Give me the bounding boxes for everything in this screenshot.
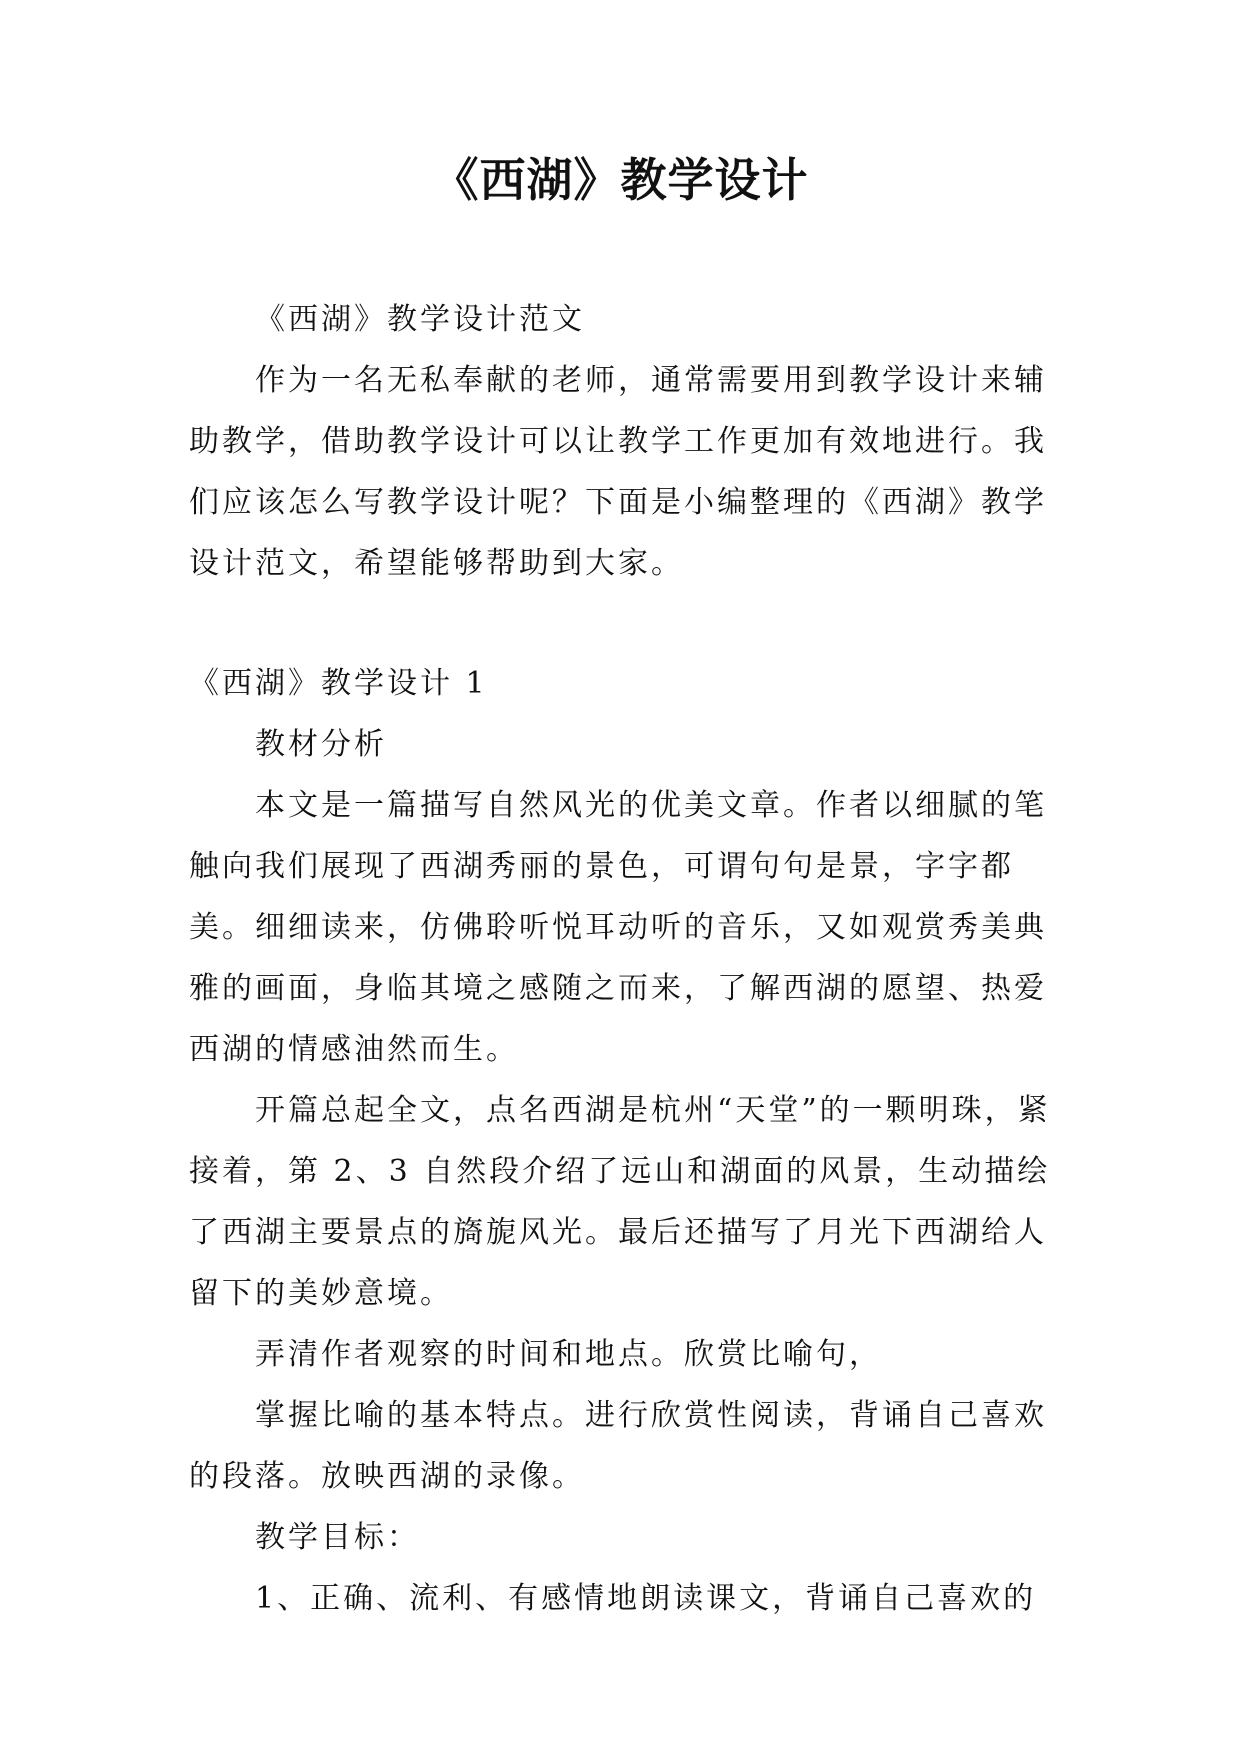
document-body <box>189 289 1051 1629</box>
section-gap <box>189 594 1051 653</box>
material-paragraph-4: 掌握比喻的基本特点。进行欣赏性阅读，背诵自己喜欢的段落。放映西湖的录像。 <box>189 1398 1047 1494</box>
intro-paragraph: 作为一名无私奉献的老师，通常需要用到教学设计来辅助教学，借助教学设计可以让教学工作更加有效地进行。我们应该怎么写教学设计呢？下面是小编整理的《西湖》教学设计范文，希望能够帮助到大家。 <box>189 363 1047 581</box>
document-title: 《西湖》教学设计 <box>432 153 809 207</box>
section-heading: 《西湖》教学设计 1 <box>189 666 488 701</box>
material-paragraph-1: 本文是一篇描写自然风光的优美文章。作者以细腻的笔触向我们展现了西湖秀丽的景色，可谓句句是景，字字都美。细细读来，仿佛聆听悦耳动听的音乐，又如观赏秀美典雅的画面，身临其境之感随之而来，了解西湖的愿望、热爱西湖的情感油然而生。 <box>189 788 1047 1067</box>
material-analysis-label: 教材分析 <box>255 727 387 762</box>
material-paragraph-3: 弄清作者观察的时间和地点。欣赏比喻句， <box>255 1337 882 1372</box>
intro-heading: 《西湖》教学设计范文 <box>255 302 585 337</box>
teaching-goals-label: 教学目标： <box>255 1520 420 1555</box>
teaching-goal-1: 1、正确、流利、有感情地朗读课文，背诵自己喜欢的 <box>255 1581 1037 1616</box>
material-paragraph-2: 开篇总起全文，点名西湖是杭州“天堂”的一颗明珠，紧接着，第 2、3 自然段介绍了远山和湖面的风景，生动描绘了西湖主要景点的旖旎风光。最后还描写了月光下西湖给人留下的美妙意境。 <box>189 1093 1051 1311</box>
